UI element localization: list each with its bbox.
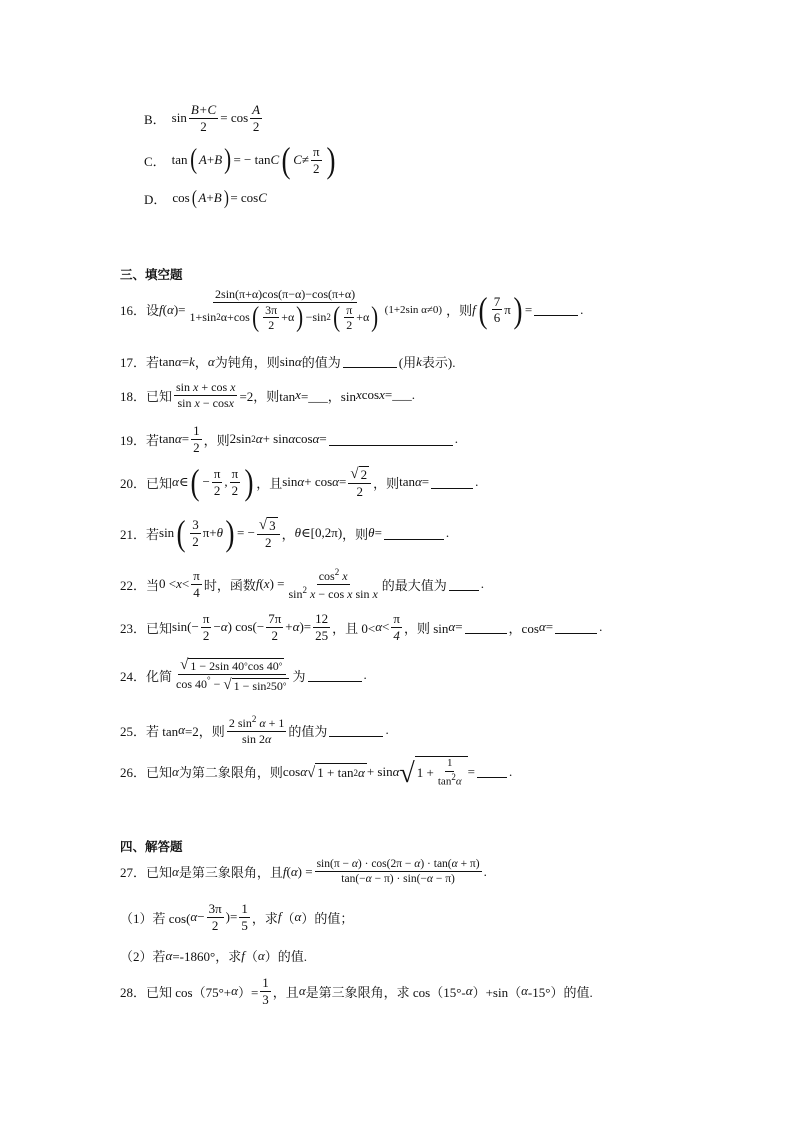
question-25: 25．若 tan α =2，则 $\frac{2 \sin^2 \alpha + 1}{\sin 2\alpha}$ 的值为 .	[120, 714, 389, 746]
option-d: D． cos ( A + B ) = cos C	[144, 187, 267, 209]
question-17: 17．若 tan α = k ， α 为钝角，则 sin α 的值为 (用 k 表示).	[120, 353, 456, 370]
question-27: 27．已知 α 是第三象限角，且 f ( α ) = $\frac{\sin(\pi - \alpha) \cdot \cos(2\pi - \alpha) \cdot \tan(\alpha + \pi)}{\tan(-\alpha - \pi) \cdot \sin(-\alpha - \pi)}$ .	[120, 858, 487, 886]
q16-label: 16．设	[120, 303, 160, 319]
question-16: 16．设 f ( α )= 2sin(π+α)cos(π−α)−cos(π+α) 1+sin 2 α+cos ( $\frac{3\pi}{2}$ +α ) −sin 2 ( $\frac{\pi}{2}$ +α ) (1+2sin α≠0) ，则 f ( $\frac{7}{6}$ π ) = .	[120, 287, 584, 333]
question-28: 28．已知 cos（75°+ α ）= $\frac{1}{3}$ ，且 α 是第三象限角，求 cos（15°- α ）+sin（ α -15°）的值.	[120, 975, 593, 1007]
question-18: 18．已知 $\frac{\text{sin x + cos x}}{\text{sin x − cosx}}$ =2，则tan x =___，sin x cos x =___.	[120, 380, 415, 410]
question-24: 24．化简 √ 1 − 2sin 40 ° cos 40 ° cos 40° − √ 1 − sin 2 50 ° 为 .	[120, 657, 367, 693]
option-c-label: C．	[144, 153, 166, 169]
option-b: B． sin $\frac{B+C}{2}$ = cos $\frac{A}{2}$	[144, 102, 261, 134]
section-fill-heading: 三、填空题	[120, 267, 183, 282]
question-21: 21．若 sin ( $\frac{3}{2}$ π+ θ ) = − √ 3 2 ， θ ∈[0,2π) ，则 θ = .	[120, 513, 450, 553]
question-23: 23．已知 sin(− $\frac{\pi}{2}$ − α ) cos(− $\frac{7\pi}{2}$ + α )= $\frac{12}{25}$ ，且 0< α < $\frac{\pi}{4}$ ，则 sin α = ，cos α = .	[120, 611, 603, 643]
question-22: 22．当 0 < x < $\frac{\pi}{4}$ 时，函数 f ( x ) = $\frac{\cos^2 x}{\sin^2 x - \cos x \sin x}$ 的最大值为 .	[120, 567, 485, 601]
question-27-part-1: （1）若 cos( α − $\frac{3\pi}{2}$ )= $\frac{1}{5}$ ，求 f （ α ） 的值；	[120, 901, 354, 933]
question-19: 19．若 tan α = $\frac{1}{2}$ ，则 2sin 2 α + sin α cos α = .	[120, 423, 458, 455]
option-c: C． tan ( A + B ) = − tan C ( C ≠ $\frac{\pi}{2}$ )	[144, 140, 336, 180]
option-b-label: B．	[144, 111, 166, 127]
option-d-label: D．	[144, 191, 167, 207]
question-26: 26．已知 α 为第二象限角，则 cos α √ 1 + tan 2 α + sin α √ 1 + $\frac{1}{\tan^2\alpha}$ = .	[120, 757, 513, 789]
question-27-part-2: （2）若 α =-1860°，求 f （ α ） 的值.	[120, 947, 307, 964]
q16-then: ，则	[446, 303, 473, 319]
section-solve-heading: 四、解答题	[120, 839, 183, 854]
question-20: 20．已知 α ∈ ( − $\frac{\pi}{2}$ , $\frac{\pi}{2}$ ) ，且 sin α + cos α = √ 2 2 ，则 tan α = .	[120, 462, 479, 502]
